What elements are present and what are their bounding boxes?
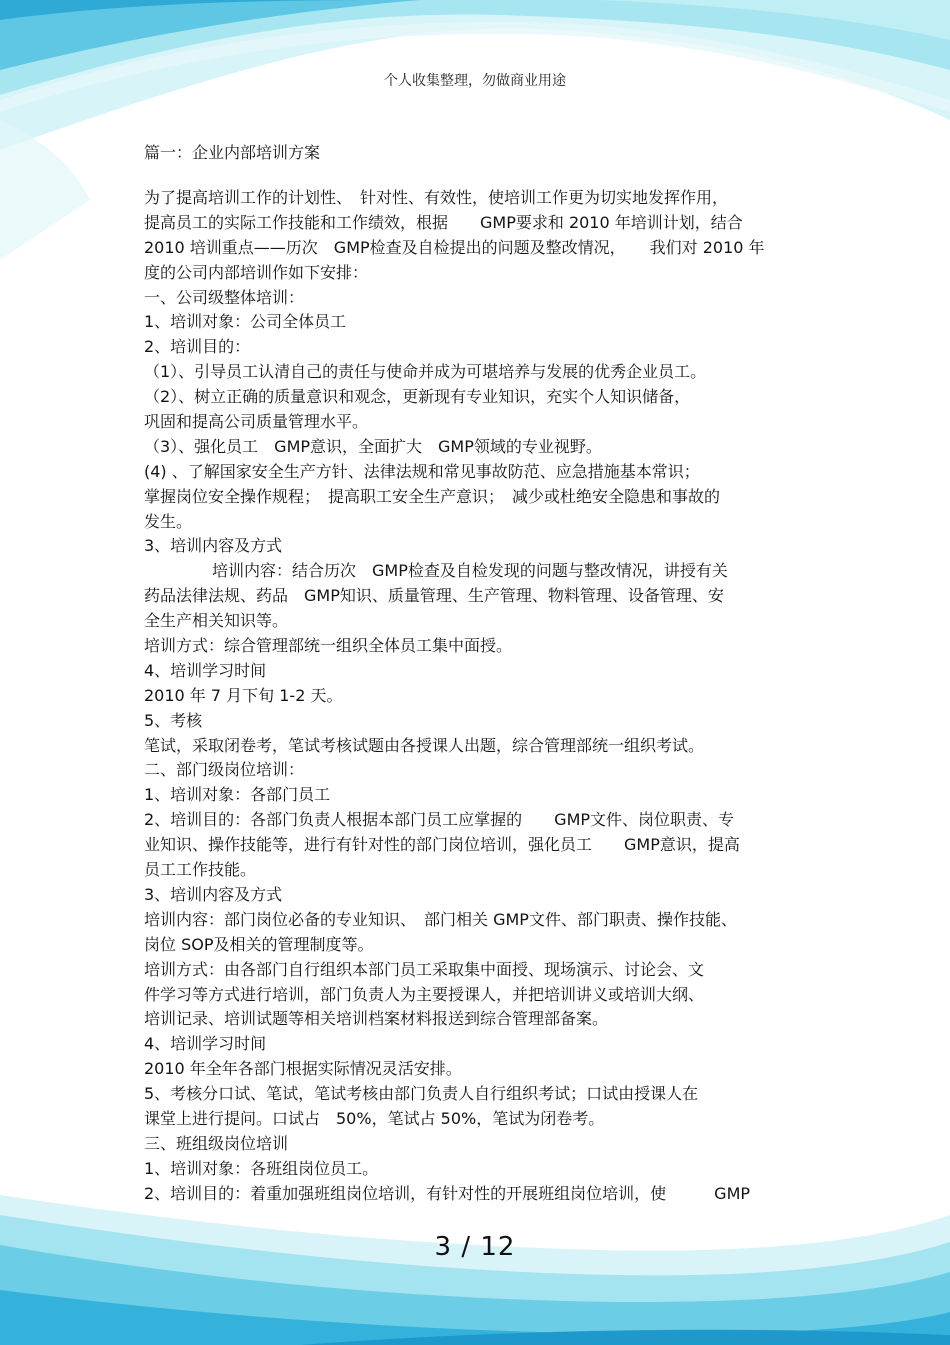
body-line: 为了提高培训工作的计划性、 针对性、有效性，使培训工作更为切实地发挥作用， <box>144 188 729 207</box>
body-line: 5、考核分口试、笔试，笔试考核由部门负责人自行组织考试；口试由授课人在 <box>144 1084 699 1104</box>
body-line: 2、培训目的：各部门负责人根据本部门员工应掌握的 GMP文件、岗位职责、专 <box>144 810 735 830</box>
body-line: 岗位 SOP及相关的管理制度等。 <box>144 934 374 954</box>
body-line: （3）、强化员工 GMP意识，全面扩大 GMP领域的专业视野。 <box>144 436 602 456</box>
body-line: 2、培训目的： <box>144 337 251 357</box>
page-number: 3 / 12 <box>434 1232 516 1262</box>
body-line: 1、培训对象：各班组岗位员工。 <box>144 1158 379 1178</box>
body-line: 度的公司内部培训作如下安排： <box>144 262 369 282</box>
section-heading: 一、公司级整体培训： <box>144 287 305 307</box>
section-heading: 二、部门级岗位培训： <box>144 760 305 780</box>
body-line: 1、培训对象：公司全体员工 <box>144 312 347 332</box>
body-line: 培训方式：由各部门自行组织本部门员工采取集中面授、现场演示、讨论会、文 <box>144 959 705 979</box>
body-line: 4、培训学习时间 <box>144 660 267 680</box>
body-line: 发生。 <box>144 511 193 531</box>
body-line: 全生产相关知识等。 <box>144 611 289 631</box>
body-line: 培训记录、培训试题等相关培训档案材料报送到综合管理部备案。 <box>144 1009 609 1029</box>
body-line: 培训方式：综合管理部统一组织全体员工集中面授。 <box>144 636 513 656</box>
body-line: 2010 培训重点——历次 GMP检查及自检提出的问题及整改情况， 我们对 2010 年 <box>144 237 765 257</box>
section-heading: 三、班组级岗位培训 <box>144 1133 289 1153</box>
body-line: 课堂上进行提问。口试占 50%，笔试占 50%，笔试为闭卷考。 <box>144 1108 605 1128</box>
body-line: (4) 、了解国家安全生产方针、法律法规和常见事故防范、应急措施基本常识； <box>144 461 700 481</box>
body-line: 掌握岗位安全操作规程； 提高职工安全生产意识； 减少或杜绝安全隐患和事故的 <box>144 486 721 506</box>
body-line: 2010 年全年各部门根据实际情况灵活安排。 <box>144 1059 462 1079</box>
body-line: 3、培训内容及方式 <box>144 884 283 904</box>
body-line: 笔试，采取闭卷考，笔试考核试题由各授课人出题，综合管理部统一组织考试。 <box>144 735 705 755</box>
body-line: 培训内容：部门岗位必备的专业知识、 部门相关 GMP文件、部门职责、操作技能、 <box>144 909 737 929</box>
body-line: 巩固和提高公司质量管理水平。 <box>144 412 369 432</box>
body-line: 件学习等方式进行培训，部门负责人为主要授课人，并把培训讲义或培训大纲、 <box>144 984 705 1004</box>
body-line: 5、考核 <box>144 710 203 730</box>
body-line: 培训内容：结合历次 GMP检查及自检发现的问题与整改情况，讲授有关 <box>212 561 728 581</box>
body-line: （1）、引导员工认清自己的责任与使命并成为可堪培养与发展的优秀企业员工。 <box>144 362 707 382</box>
document-title: 篇一：企业内部培训方案 <box>144 143 321 162</box>
header-note: 个人收集整理，勿做商业用途 <box>384 73 566 89</box>
body-line: 员工工作技能。 <box>144 860 257 880</box>
body-line: 业知识、操作技能等，进行有针对性的部门岗位培训，强化员工 GMP意识，提高 <box>144 835 740 855</box>
document-body <box>144 186 824 1207</box>
body-line: （2）、树立正确的质量意识和观念，更新现有专业知识，充实个人知识储备， <box>144 387 691 407</box>
body-line: 2、培训目的：着重加强班组岗位培训，有针对性的开展班组岗位培训，使 GMP <box>144 1183 751 1203</box>
body-line: 提高员工的实际工作技能和工作绩效，根据 GMP要求和 2010 年培训计划，结合 <box>144 212 743 232</box>
body-line: 药品法律法规、药品 GMP知识、质量管理、生产管理、物料管理、设备管理、安 <box>144 586 724 606</box>
body-line: 2010 年 7 月下旬 1-2 天。 <box>144 685 343 705</box>
body-line: 3、培训内容及方式 <box>144 536 283 556</box>
body-line: 4、培训学习时间 <box>144 1034 267 1054</box>
body-line: 1、培训对象：各部门员工 <box>144 785 331 805</box>
